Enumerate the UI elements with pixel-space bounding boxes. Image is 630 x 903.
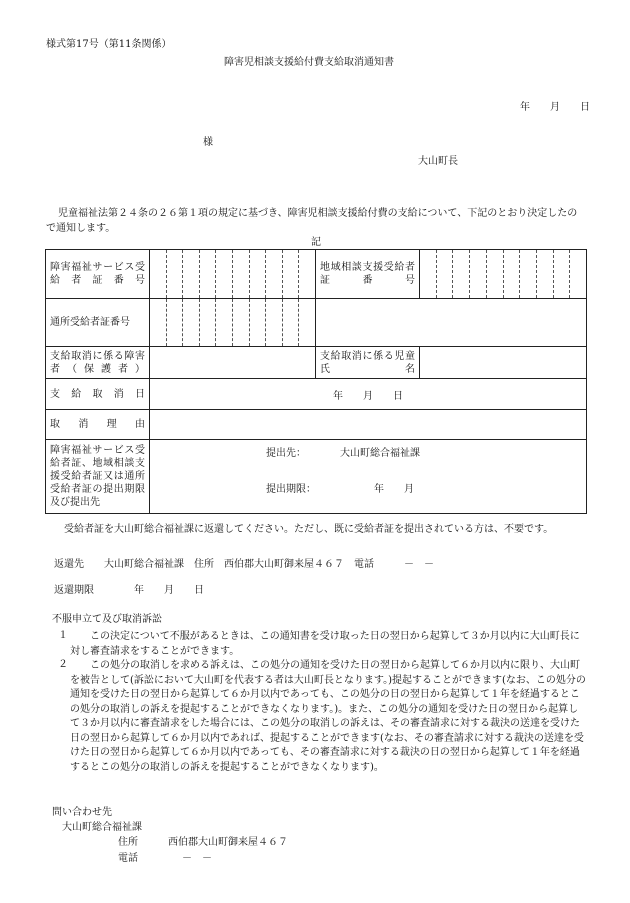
row-certificate-numbers bbox=[46, 250, 587, 299]
service-certificate-label: 障害福祉サービス受給者証番号 bbox=[46, 250, 150, 299]
appeal-item2-number: ２ bbox=[58, 659, 68, 670]
cancel-date-label: 支給取消日 bbox=[46, 379, 150, 410]
row-commuting-certificate bbox=[46, 299, 587, 347]
cancel-reason-value bbox=[150, 410, 587, 440]
row-cancel-reason bbox=[46, 410, 587, 440]
submission-deadline-label: 提出期限： bbox=[266, 484, 316, 495]
document-title: 障害児相談支援給付費支給取消通知書 bbox=[224, 57, 394, 68]
guardian-value bbox=[150, 347, 316, 379]
contact-department: 大山町総合福祉課 bbox=[62, 822, 142, 833]
contact-phone-label: 電話 bbox=[118, 853, 138, 864]
form-number: 様式第17号（第11条関係） bbox=[46, 39, 172, 50]
contact-address: 西伯郡大山町御来屋４６７ bbox=[168, 837, 288, 848]
details-table bbox=[45, 249, 587, 514]
commuting-certificate-label: 通所受給者証番号 bbox=[46, 299, 150, 347]
issuer-name: 大山町長 bbox=[418, 156, 458, 167]
intro-paragraph: 児童福祉法第２４条の２６第１項の規定に基づき、障害児相談支援給付費の支給について、下記のとおり決定したので通知します。 bbox=[46, 208, 578, 234]
return-deadline: 返還期限 年 月 日 bbox=[54, 585, 204, 596]
contact-address-label: 住所 bbox=[118, 837, 138, 848]
appeal-item1: この決定について不服があるときは、この通知書を受け取った日の翌日から起算して３か月以内に大山町長に対し審査請求をすることができます。 bbox=[70, 631, 580, 657]
cancel-reason-label: 取消理由 bbox=[46, 410, 150, 440]
contact-phone: － － bbox=[182, 853, 212, 864]
appeal-heading: 不服申立て及び取消訴訟 bbox=[52, 614, 162, 625]
row-persons bbox=[46, 347, 587, 379]
submission-value bbox=[150, 440, 587, 514]
issue-date: 年 月 日 bbox=[520, 102, 590, 113]
regional-certificate-number-boxes bbox=[420, 250, 587, 299]
appeal-item2: この処分の取消しを求める訴えは、この処分の通知を受けた日の翌日から起算して６か月以内に限り、大山町を被告として(訴訟において大山町を代表する者は大山町長となります。)提起することができます(なお、この処分の通知を受けた日の翌日から起算して６か月以内であっても、この処分の日の翌日から起算して１年を経過するとこの処分の取消しの訴えを提起することができなくなります。)。また、この処分の通知を受けた日の翌日から起算して３か月以内に審査請求をした場合には、この処分の取消しの訴えは、その審査請求に対する裁決の送達を受けた日の翌日から起算して６か月以内であれば、提起することができます(なお、その審査請求に対する裁決の送達を受けた日の翌日から起算して６か月以内であっても、その審査請求に対する裁決の日の翌日から起算して１年を経過するとこの処分の取消しの訴えを提起することができなくなります)。 bbox=[70, 660, 586, 773]
submission-label: 障害福祉サービス受給者証、地域相談支援受給者証又は通所受給者証の提出期限及び提出先 bbox=[46, 440, 150, 514]
submission-deadline: 年 月 bbox=[374, 484, 414, 495]
addressee-suffix: 様 bbox=[203, 137, 213, 148]
child-name-value bbox=[420, 347, 587, 379]
commuting-certificate-blank bbox=[316, 299, 587, 347]
appeal-item1-number: １ bbox=[58, 630, 68, 641]
return-destination: 返還先 大山町総合福祉課 住所 西伯郡大山町御来屋４６７ 電話 － － bbox=[54, 559, 434, 570]
contact-heading: 問い合わせ先 bbox=[52, 807, 112, 818]
guardian-label: 支給取消に係る障害者（保護者） bbox=[46, 347, 150, 379]
row-submission bbox=[46, 440, 587, 514]
cancel-date-value: 年 月 日 bbox=[150, 379, 587, 410]
regional-certificate-label: 地域相談支援受給者証番号 bbox=[316, 250, 420, 299]
row-cancel-date bbox=[46, 379, 587, 410]
return-note: 受給者証を大山町総合福祉課に返還してください。ただし、既に受給者証を提出されている方は、不要です。 bbox=[64, 524, 554, 535]
child-name-label: 支給取消に係る児童氏名 bbox=[316, 347, 420, 379]
ki-heading: 記 bbox=[311, 237, 321, 248]
submission-destination-label: 提出先： bbox=[266, 448, 306, 459]
service-certificate-number-boxes bbox=[150, 250, 316, 299]
commuting-certificate-number-boxes bbox=[150, 299, 316, 347]
submission-destination: 大山町総合福祉課 bbox=[340, 448, 420, 459]
